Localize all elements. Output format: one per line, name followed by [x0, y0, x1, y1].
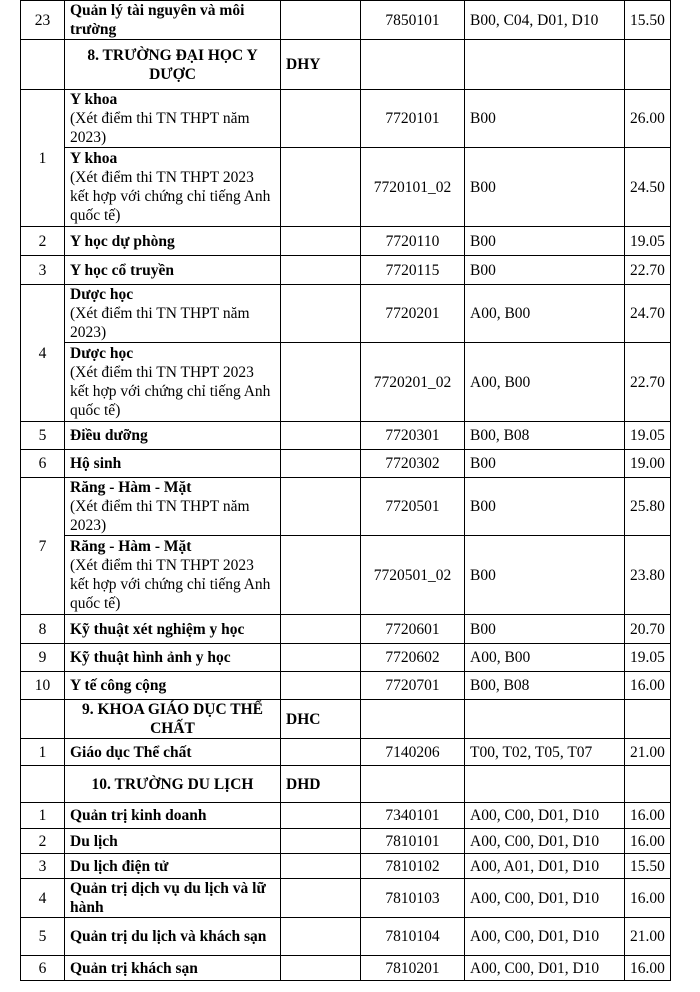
table-row: [21, 536, 671, 615]
cutoff-score: 26.00: [625, 90, 671, 148]
cutoff-score: 19.05: [625, 227, 671, 256]
major-name-cell: [65, 1, 281, 40]
subject-combination: A00, C00, D01, D10: [465, 829, 625, 854]
major-code: 7720301: [361, 422, 465, 450]
cutoff-score: 16.00: [625, 803, 671, 829]
subject-combination: A00, C00, D01, D10: [465, 879, 625, 918]
empty-cell: [281, 739, 361, 766]
table-row: [21, 644, 671, 672]
major-name: Y học dự phòng: [70, 232, 175, 250]
section-title: 10. TRƯỜNG DU LỊCH: [65, 766, 281, 803]
empty-cell: [281, 956, 361, 981]
major-note: (Xét điểm thi TN THPT 2023 kết hợp với chứng chỉ tiếng Anh quốc tế): [70, 364, 271, 419]
major-name: Giáo dục Thể chất: [70, 743, 192, 761]
empty-cell: [281, 148, 361, 227]
empty-cell: [281, 879, 361, 918]
major-name: Kỹ thuật xét nghiệm y học: [70, 620, 245, 638]
major-name: Răng - Hàm - Mặt: [70, 479, 192, 496]
major-name: Quản trị dịch vụ du lịch và lữ hành: [70, 880, 266, 916]
major-code: 7810101: [361, 829, 465, 854]
major-name-cell: [65, 615, 281, 644]
section-title: 8. TRƯỜNG ĐẠI HỌC Y DƯỢC: [65, 40, 281, 90]
stt-cell: 4: [21, 879, 65, 918]
empty-cell: [281, 918, 361, 956]
major-name: Y tế công cộng: [70, 677, 167, 694]
stt-cell: 2: [21, 227, 65, 256]
major-name-cell: [65, 422, 281, 450]
subject-combination: A00, B00: [465, 644, 625, 672]
major-name: Y khoa: [70, 150, 118, 167]
major-name-cell: [65, 956, 281, 981]
combo-cell: [465, 40, 625, 90]
combo-cell: [465, 766, 625, 803]
admission-score-table: [20, 0, 671, 981]
cutoff-score: 16.00: [625, 879, 671, 918]
subject-combination: A00, C00, D01, D10: [465, 956, 625, 981]
major-name-cell: [65, 343, 281, 422]
score-cell: [625, 700, 671, 739]
cutoff-score: 19.05: [625, 422, 671, 450]
major-name-cell: [65, 256, 281, 285]
major-name: Quản trị kinh doanh: [70, 807, 207, 824]
stt-cell: 5: [21, 422, 65, 450]
cutoff-score: 21.00: [625, 918, 671, 956]
subject-combination: B00: [465, 450, 625, 478]
major-name: Kỹ thuật hình ảnh y học: [70, 649, 231, 666]
score-cell: [625, 766, 671, 803]
major-name: Du lịch điện tử: [70, 857, 169, 875]
stt-cell: 3: [21, 854, 65, 879]
major-name-cell: [65, 739, 281, 766]
major-code: 7720201: [361, 285, 465, 343]
major-name: Điều dưỡng: [70, 427, 148, 444]
empty-cell: [281, 343, 361, 422]
major-code: 7720101_02: [361, 148, 465, 227]
empty-cell: [281, 644, 361, 672]
major-code: 7810102: [361, 854, 465, 879]
cutoff-score: 20.70: [625, 615, 671, 644]
subject-combination: A00, A01, D01, D10: [465, 854, 625, 879]
subject-combination: B00, B08: [465, 672, 625, 700]
table-row: [21, 148, 671, 227]
subject-combination: B00, B08: [465, 422, 625, 450]
table-row: [21, 672, 671, 700]
subject-combination: B00: [465, 615, 625, 644]
table-row: [21, 227, 671, 256]
empty-cell: [281, 478, 361, 536]
major-name: Quản trị khách sạn: [70, 959, 198, 977]
empty-cell: [281, 227, 361, 256]
stt-cell: [21, 700, 65, 739]
table-row: [21, 615, 671, 644]
major-code: 7810103: [361, 879, 465, 918]
table-row: [21, 90, 671, 148]
major-name-cell: [65, 450, 281, 478]
major-name: Quản trị du lịch và khách sạn: [70, 928, 267, 945]
stt-cell: 1: [21, 739, 65, 766]
table-body: [21, 1, 671, 981]
subject-combination: B00: [465, 90, 625, 148]
empty-cell: [281, 256, 361, 285]
major-name: Du lịch: [70, 832, 118, 850]
stt-cell: 1: [21, 803, 65, 829]
section-title: 9. KHOA GIÁO DỤC THỂ CHẤT: [65, 700, 281, 739]
subject-combination: B00: [465, 148, 625, 227]
combo-cell: [465, 700, 625, 739]
empty-cell: [281, 803, 361, 829]
empty-cell: [281, 90, 361, 148]
table-row: [21, 450, 671, 478]
major-code: 7720602: [361, 644, 465, 672]
major-code: 7720201_02: [361, 343, 465, 422]
section-row: [21, 700, 671, 739]
cutoff-score: 15.50: [625, 1, 671, 40]
subject-combination: A00, B00: [465, 285, 625, 343]
cutoff-score: 24.70: [625, 285, 671, 343]
subject-combination: A00, B00: [465, 343, 625, 422]
section-abbr: DHD: [281, 766, 361, 803]
stt-cell: 1: [21, 90, 65, 227]
major-name-cell: [65, 854, 281, 879]
major-name-cell: [65, 285, 281, 343]
stt-cell: 23: [21, 1, 65, 40]
major-code: 7850101: [361, 1, 465, 40]
stt-cell: 8: [21, 615, 65, 644]
stt-cell: [21, 766, 65, 803]
major-name-cell: [65, 879, 281, 918]
cutoff-score: 16.00: [625, 956, 671, 981]
major-note: (Xét điểm thi TN THPT năm 2023): [70, 305, 250, 341]
cutoff-score: 24.50: [625, 148, 671, 227]
section-abbr: DHY: [281, 40, 361, 90]
major-code: 7720115: [361, 256, 465, 285]
major-code: 7810201: [361, 956, 465, 981]
major-name: Y học cổ truyền: [70, 261, 175, 279]
stt-cell: 5: [21, 918, 65, 956]
stt-cell: 6: [21, 450, 65, 478]
table-row: [21, 478, 671, 536]
stt-cell: 9: [21, 644, 65, 672]
empty-cell: [281, 1, 361, 40]
major-note: (Xét điểm thi TN THPT năm 2023): [70, 498, 250, 534]
table-row: [21, 829, 671, 854]
code-cell: [361, 766, 465, 803]
table-row: [21, 739, 671, 766]
subject-combination: T00, T02, T05, T07: [465, 739, 625, 766]
major-name-cell: [65, 644, 281, 672]
table-row: [21, 256, 671, 285]
cutoff-score: 19.00: [625, 450, 671, 478]
cutoff-score: 16.00: [625, 672, 671, 700]
stt-cell: 4: [21, 285, 65, 422]
major-code: 7720601: [361, 615, 465, 644]
major-code: 7720501_02: [361, 536, 465, 615]
major-name-cell: [65, 918, 281, 956]
major-name: Răng - Hàm - Mặt: [70, 538, 192, 555]
major-code: 7340101: [361, 803, 465, 829]
stt-cell: 7: [21, 478, 65, 615]
major-code: 7810104: [361, 918, 465, 956]
code-cell: [361, 40, 465, 90]
table-row: [21, 956, 671, 981]
cutoff-score: 22.70: [625, 256, 671, 285]
empty-cell: [281, 450, 361, 478]
major-note: (Xét điểm thi TN THPT năm 2023): [70, 110, 250, 146]
empty-cell: [281, 536, 361, 615]
cutoff-score: 15.50: [625, 854, 671, 879]
empty-cell: [281, 854, 361, 879]
table-row: [21, 854, 671, 879]
major-name: Quản lý tài nguyên và môi trường: [70, 2, 245, 38]
major-name-cell: [65, 148, 281, 227]
major-name-cell: [65, 536, 281, 615]
cutoff-score: 25.80: [625, 478, 671, 536]
major-name: Hộ sinh: [70, 455, 122, 472]
major-name: Y khoa: [70, 91, 118, 108]
major-name-cell: [65, 478, 281, 536]
code-cell: [361, 700, 465, 739]
cutoff-score: 21.00: [625, 739, 671, 766]
empty-cell: [281, 672, 361, 700]
cutoff-score: 16.00: [625, 829, 671, 854]
subject-combination: B00: [465, 536, 625, 615]
table-row: [21, 285, 671, 343]
major-name: Dược học: [70, 286, 134, 303]
major-name-cell: [65, 803, 281, 829]
major-name-cell: [65, 672, 281, 700]
stt-cell: 10: [21, 672, 65, 700]
table-row: [21, 803, 671, 829]
section-abbr: DHC: [281, 700, 361, 739]
stt-cell: [21, 40, 65, 90]
major-name-cell: [65, 227, 281, 256]
stt-cell: 6: [21, 956, 65, 981]
major-name-cell: [65, 829, 281, 854]
major-note: (Xét điểm thi TN THPT 2023 kết hợp với chứng chỉ tiếng Anh quốc tế): [70, 557, 271, 612]
subject-combination: B00: [465, 478, 625, 536]
section-row: [21, 40, 671, 90]
major-name-cell: [65, 90, 281, 148]
subject-combination: B00, C04, D01, D10: [465, 1, 625, 40]
major-code: 7720110: [361, 227, 465, 256]
empty-cell: [281, 285, 361, 343]
major-code: 7720501: [361, 478, 465, 536]
subject-combination: B00: [465, 256, 625, 285]
cutoff-score: 22.70: [625, 343, 671, 422]
empty-cell: [281, 615, 361, 644]
major-code: 7720302: [361, 450, 465, 478]
cutoff-score: 23.80: [625, 536, 671, 615]
major-code: 7720101: [361, 90, 465, 148]
major-code: 7720701: [361, 672, 465, 700]
table-row: [21, 1, 671, 40]
stt-cell: 3: [21, 256, 65, 285]
table-row: [21, 879, 671, 918]
subject-combination: B00: [465, 227, 625, 256]
section-row: [21, 766, 671, 803]
empty-cell: [281, 422, 361, 450]
major-note: (Xét điểm thi TN THPT 2023 kết hợp với chứng chỉ tiếng Anh quốc tế): [70, 169, 271, 224]
major-code: 7140206: [361, 739, 465, 766]
table-row: [21, 343, 671, 422]
score-cell: [625, 40, 671, 90]
table-row: [21, 918, 671, 956]
cutoff-score: 19.05: [625, 644, 671, 672]
empty-cell: [281, 829, 361, 854]
table-row: [21, 422, 671, 450]
major-name: Dược học: [70, 345, 134, 362]
stt-cell: 2: [21, 829, 65, 854]
subject-combination: A00, C00, D01, D10: [465, 918, 625, 956]
subject-combination: A00, C00, D01, D10: [465, 803, 625, 829]
